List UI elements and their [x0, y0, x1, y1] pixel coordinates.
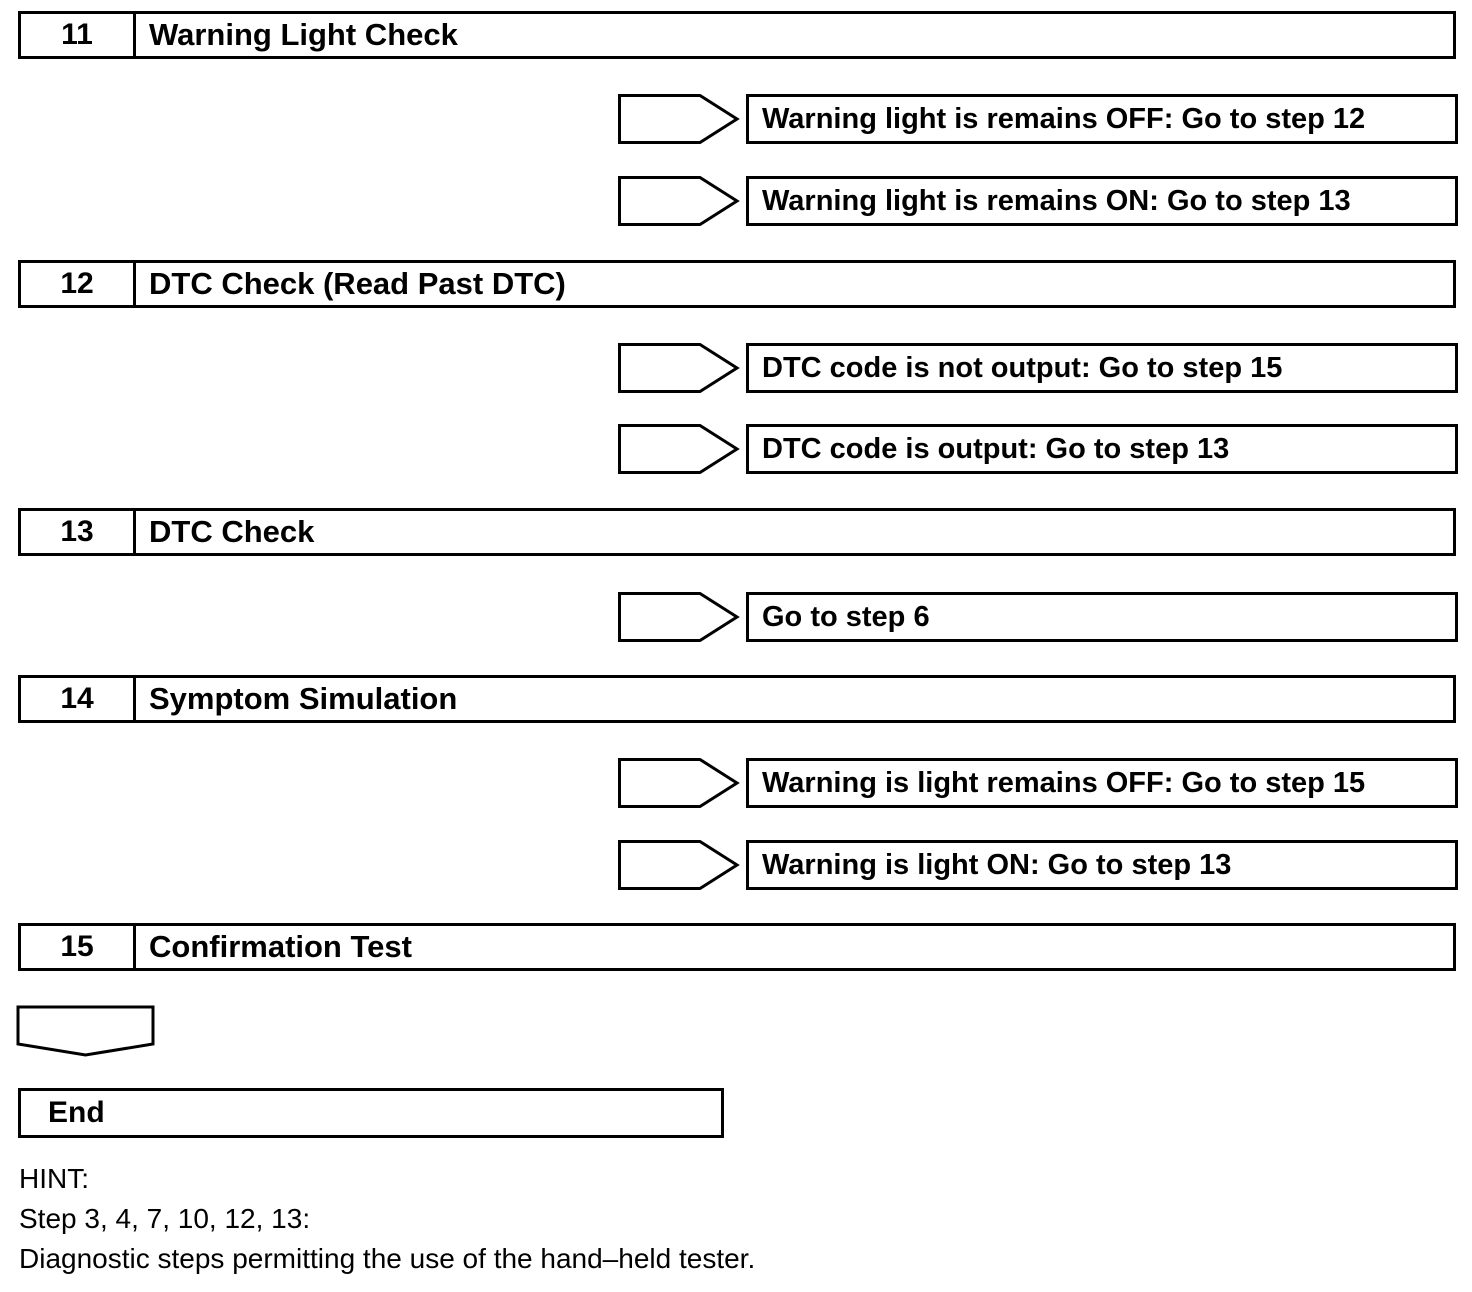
- right-arrow-icon: [618, 424, 740, 474]
- right-arrow-icon: [618, 758, 740, 808]
- step-title: DTC Check (Read Past DTC): [149, 266, 566, 301]
- result-box: Warning light is remains ON: Go to step 13: [746, 176, 1458, 226]
- step-number: 12: [21, 263, 136, 305]
- right-arrow-icon: [618, 343, 740, 393]
- step-number: 13: [21, 511, 136, 553]
- hint-heading: HINT:: [19, 1163, 89, 1194]
- right-arrow-icon: [618, 592, 740, 642]
- result-box: Go to step 6: [746, 592, 1458, 642]
- result-box: Warning is light remains OFF: Go to step 15: [746, 758, 1458, 808]
- result-box: Warning is light ON: Go to step 13: [746, 840, 1458, 890]
- hint-steps: Step 3, 4, 7, 10, 12, 13:: [19, 1203, 311, 1234]
- result-box: DTC code is not output: Go to step 15: [746, 343, 1458, 393]
- result-box: Warning light is remains OFF: Go to step 12: [746, 94, 1458, 144]
- step-number: 14: [21, 678, 136, 720]
- step-header-15: [18, 923, 1456, 971]
- step-header-14: [18, 675, 1456, 723]
- step-title: Warning Light Check: [149, 17, 458, 52]
- step-title: Confirmation Test: [149, 929, 412, 964]
- step-title: Symptom Simulation: [149, 681, 458, 716]
- down-arrow-icon: [16, 1005, 156, 1057]
- step-header-11: [18, 11, 1456, 59]
- step-number: 15: [21, 926, 136, 968]
- step-header-13: [18, 508, 1456, 556]
- step-header-12: [18, 260, 1456, 308]
- end-box: End: [18, 1088, 724, 1138]
- result-box: DTC code is output: Go to step 13: [746, 424, 1458, 474]
- step-title: DTC Check: [149, 514, 315, 549]
- hint-description: Diagnostic steps permitting the use of the hand–held tester.: [19, 1243, 756, 1274]
- right-arrow-icon: [618, 94, 740, 144]
- right-arrow-icon: [618, 176, 740, 226]
- right-arrow-icon: [618, 840, 740, 890]
- step-number: 11: [21, 14, 136, 56]
